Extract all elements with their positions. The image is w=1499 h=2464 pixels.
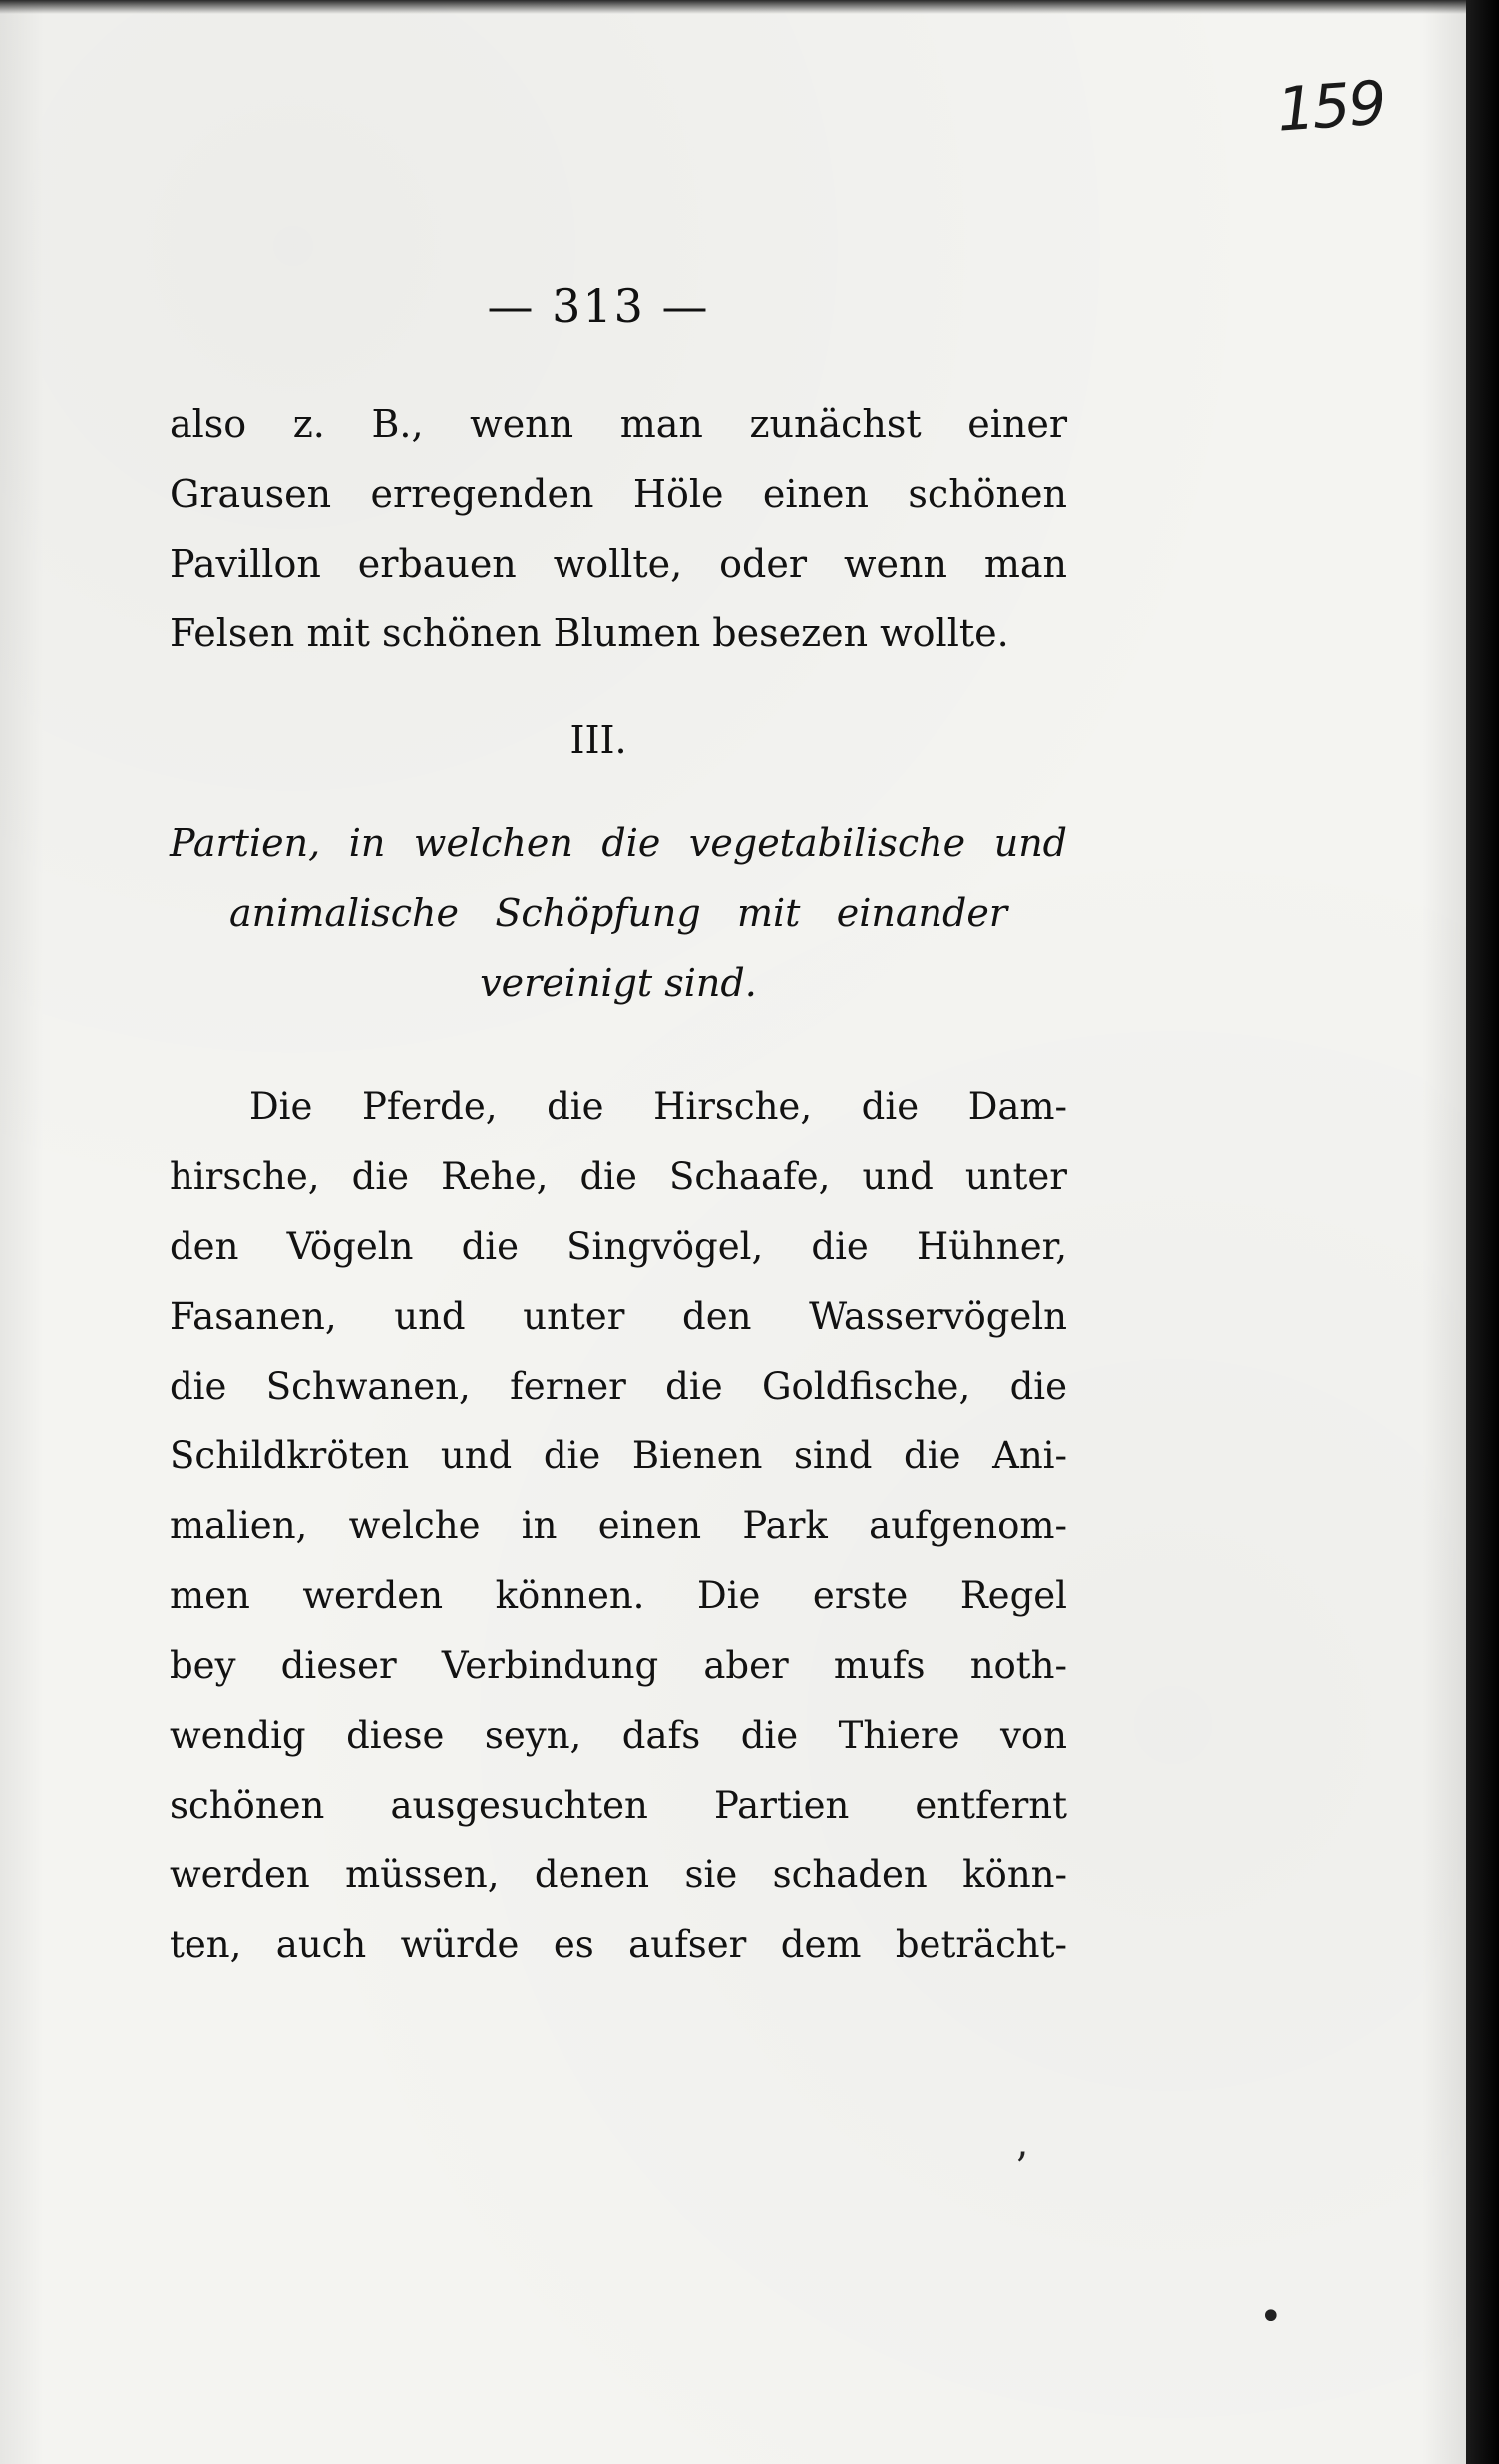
text-line: hirsche, die Rehe, die Schaafe, und unter: [170, 1155, 1067, 1198]
text-line: Schildkröten und die Bienen sind die Ani-: [170, 1435, 1067, 1477]
handwritten-folio-number: 159: [1274, 68, 1387, 146]
text-line: werden müssen, denen sie schaden könn-: [170, 1853, 1067, 1896]
page-number: — 313 —: [487, 279, 710, 333]
heading-line: Partien, in welchen die vegetabilische und: [170, 821, 1067, 865]
paragraph-2: [170, 1072, 1067, 1980]
heading-line: animalische Schöpfung mit einander: [229, 891, 1007, 935]
text-line: wendig diese seyn, dafs die Thiere von: [170, 1714, 1067, 1757]
text-line: also z. B., wenn man zunächst einer: [170, 402, 1067, 446]
page-top-shadow: [0, 0, 1466, 14]
text-line: bey dieser Verbindung aber mufs noth-: [170, 1644, 1067, 1687]
section-number: III.: [569, 718, 627, 762]
scan-border: [1466, 0, 1499, 2464]
text-line: Grausen erregenden Höle einen schönen: [170, 472, 1067, 516]
paragraph-1: [170, 389, 1067, 668]
text-line: Fasanen, und unter den Wasservögeln: [170, 1295, 1067, 1338]
heading-line: vereinigt sind.: [480, 961, 757, 1005]
ink-speck: ’: [1015, 2145, 1028, 2191]
text-line: Pavillon erbauen wollte, oder wenn man: [170, 542, 1067, 586]
text-line: ten, auch würde es aufser dem beträcht-: [170, 1923, 1067, 1966]
ink-speck: •: [1259, 2294, 1283, 2340]
text-line: men werden können. Die erste Regel: [170, 1574, 1067, 1617]
text-line: Felsen mit schönen Blumen besezen wollte.: [170, 612, 1009, 655]
text-line: schönen ausgesuchten Partien entfernt: [170, 1784, 1067, 1827]
section-heading: [170, 808, 1067, 1018]
text-line: malien, welche in einen Park aufgenom-: [170, 1504, 1067, 1547]
text-line: die Schwanen, ferner die Goldfische, die: [170, 1365, 1067, 1408]
text-line: Die Pferde, die Hirsche, die Dam-: [249, 1085, 1067, 1128]
text-line: den Vögeln die Singvögel, die Hühner,: [170, 1225, 1067, 1268]
